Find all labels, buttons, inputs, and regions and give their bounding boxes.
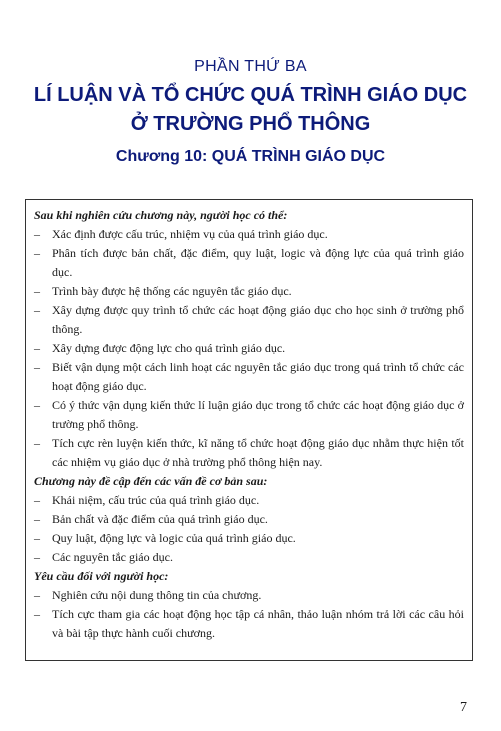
bullet-dash: – (34, 512, 40, 526)
section-learner-requirements (34, 567, 464, 643)
bullet-dash: – (34, 588, 40, 602)
bullet-dash: – (34, 550, 40, 564)
bullet-dash: – (34, 284, 40, 298)
list-item: – Phân tích được bản chất, đặc điểm, quy luật, logic và động lực của quá trình giáo dục. (34, 246, 464, 279)
chapter-title: Chương 10: QUÁ TRÌNH GIÁO DỤC (115, 148, 386, 165)
list-item: – Biết vận dụng một cách linh hoạt các nguyên tắc giáo dục trong quá trình tổ chức các hoạt động giáo dục. (34, 360, 464, 393)
list-item: – Xác định được cấu trúc, nhiệm vụ của quá trình giáo dục. (34, 225, 464, 244)
section-heading: Chương này đề cập đến các vấn đề cơ bản sau: (34, 474, 268, 488)
page-number: 7 (460, 700, 467, 715)
bullet-dash: – (34, 227, 40, 241)
list-item: – Trình bày được hệ thống các nguyên tắc giáo dục. (34, 282, 464, 301)
bullet-dash: – (34, 360, 40, 374)
section-heading: Yêu cầu đối với người học: (34, 569, 169, 583)
section-main-topics (34, 472, 464, 567)
list-item: – Tích cực rèn luyện kiến thức, kĩ năng tổ chức hoạt động giáo dục nhằm thực hiện tốt các nhiệm vụ giáo dục ở nhà trường phổ thông hiện nay. (34, 436, 464, 469)
bullet-dash: – (34, 436, 40, 450)
bullet-dash: – (34, 303, 40, 317)
list-item: – Quy luật, động lực và logic của quá trình giáo dục. (34, 529, 464, 548)
bullet-dash: – (34, 531, 40, 545)
list-item: – Xây dựng được quy trình tổ chức các hoạt động giáo dục cho học sinh ở trường phổ thông. (34, 303, 464, 336)
bullet-dash: – (34, 341, 40, 355)
part-label: PHẦN THỨ BA (194, 58, 307, 75)
objectives-box (25, 199, 473, 661)
list-item: – Bản chất và đặc điểm của quá trình giáo dục. (34, 510, 464, 529)
bullet-dash: – (34, 246, 40, 260)
section-learning-outcomes (34, 206, 464, 472)
bullet-dash: – (34, 493, 40, 507)
page-title-line-2: Ở TRƯỜNG PHỔ THÔNG (130, 113, 371, 135)
bullet-dash: – (34, 607, 40, 621)
list-item: – Các nguyên tắc giáo dục. (34, 548, 464, 567)
list-item: – Xây dựng được động lực cho quá trình giáo dục. (34, 339, 464, 358)
page-title-line-1: LÍ LUẬN VÀ TỔ CHỨC QUÁ TRÌNH GIÁO DỤC (33, 84, 468, 106)
list-item: – Tích cực tham gia các hoạt động học tập cá nhân, thảo luận nhóm trả lời các câu hỏi và bài tập thực hành cuối chương. (34, 607, 464, 640)
bullet-dash: – (34, 398, 40, 412)
section-heading: Sau khi nghiên cứu chương này, người học có thể: (34, 208, 288, 222)
list-item: – Nghiên cứu nội dung thông tin của chương. (34, 586, 464, 605)
list-item: – Khái niệm, cấu trúc của quá trình giáo dục. (34, 491, 464, 510)
list-item: – Có ý thức vận dụng kiến thức lí luận giáo dục trong tổ chức các hoạt động giáo dục ở trường phổ thông. (34, 398, 464, 431)
